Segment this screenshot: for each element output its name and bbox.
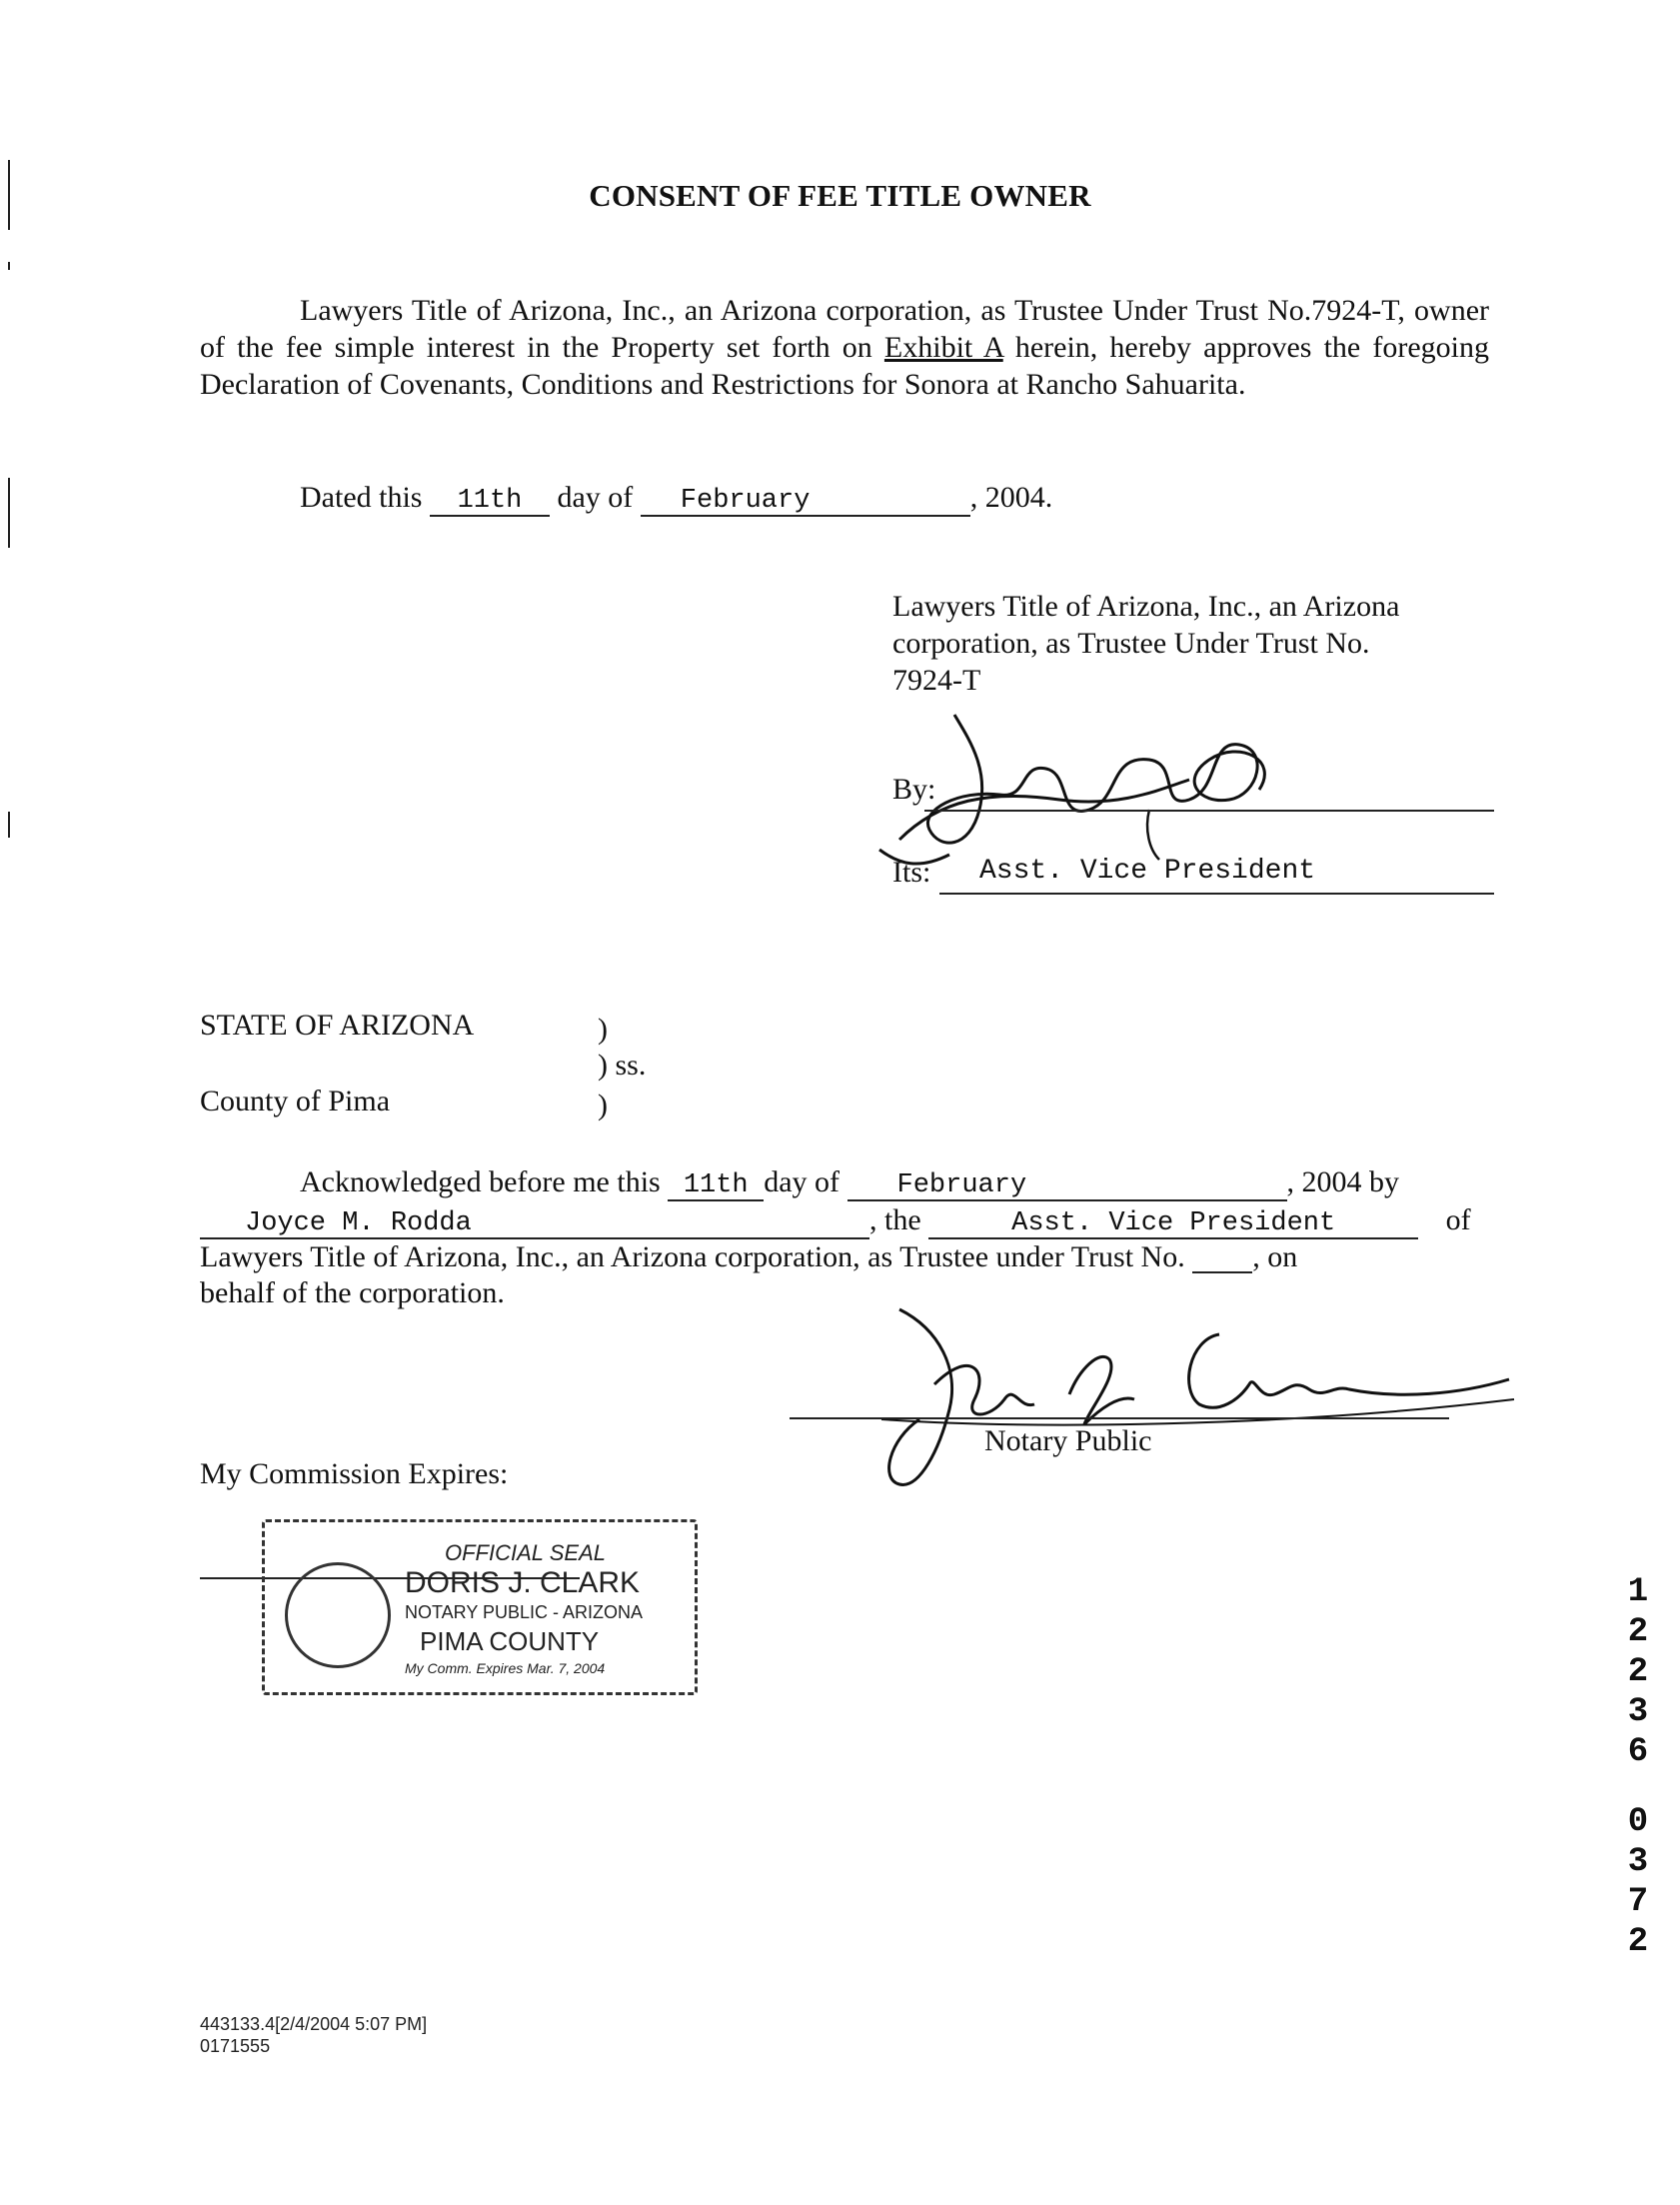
ack-line-1: [300, 1164, 1399, 1201]
scan-mark: [8, 478, 10, 548]
stamp-digit: 6: [1627, 1733, 1649, 1771]
venue-state: STATE OF ARIZONA: [200, 1009, 475, 1042]
ack-day: 11th: [668, 1171, 764, 1201]
scan-mark: [8, 812, 10, 838]
venue-paren-3: ): [598, 1089, 608, 1121]
exhibit-link: Exhibit A: [883, 331, 1003, 364]
venue-county: County of Pima: [200, 1085, 391, 1117]
dated-line: [300, 480, 1052, 517]
ack-trust-blank: [1192, 1243, 1252, 1273]
dated-month: February: [641, 487, 970, 517]
ack-month: February: [847, 1171, 1287, 1201]
body-paragraph: [200, 292, 1489, 403]
signatory-line-3: 7924-T: [892, 664, 981, 697]
ack-the: , the: [869, 1203, 921, 1236]
document-title: CONSENT OF FEE TITLE OWNER: [589, 178, 1091, 213]
seal-line-5: My Comm. Expires Mar. 7, 2004: [405, 1660, 606, 1676]
venue-paren-1: ): [598, 1013, 608, 1046]
stamp-digit: 7: [1627, 1883, 1649, 1921]
footer-line-1: 443133.4[2/4/2004 5:07 PM]: [200, 2014, 428, 2034]
signatory-block: [892, 588, 1492, 699]
ack-prefix: Acknowledged before me this: [300, 1165, 661, 1198]
ack-on: , on: [1252, 1240, 1298, 1273]
ack-of: of: [1445, 1203, 1471, 1236]
notary-signature-line: [790, 1417, 1449, 1419]
by-label: By:: [892, 773, 936, 806]
ack-line-3-text: Lawyers Title of Arizona, Inc., an Arizona corporation, as Trustee under Trust No.: [200, 1240, 1185, 1273]
recording-stamp: [1613, 1572, 1663, 1962]
stamp-digit: 3: [1627, 1693, 1649, 1731]
notary-label: Notary Public: [984, 1424, 1152, 1457]
stamp-digit: 1: [1627, 1573, 1649, 1611]
by-signature-line: [924, 810, 1494, 812]
dated-year: , 2004.: [969, 481, 1053, 514]
seal-line-2: DORIS J. CLARK: [405, 1566, 641, 1599]
body-text-1: Lawyers Title of Arizona, Inc., an Arizona corporation, as Trustee Under Trust No.7924-T, owner of the fee simple interest in the Property set forth on: [200, 294, 1489, 364]
dated-day-of: day of: [557, 481, 634, 514]
ack-title: Asst. Vice President: [928, 1209, 1418, 1239]
seal-line-1: OFFICIAL SEAL: [445, 1540, 606, 1565]
stamp-digit: 2: [1627, 1653, 1649, 1691]
seal-emblem: [285, 1562, 391, 1668]
signatory-line-1: Lawyers Title of Arizona, Inc., an Arizona: [892, 590, 1400, 623]
ack-line-2: [200, 1202, 1471, 1239]
stamp-digit: 2: [1627, 1923, 1649, 1961]
stamp-digit: 3: [1627, 1843, 1649, 1881]
commission-label: My Commission Expires:: [200, 1457, 509, 1490]
stamp-digit: 2: [1627, 1613, 1649, 1651]
dated-prefix: Dated this: [300, 481, 423, 514]
ack-day-of: day of: [764, 1165, 840, 1198]
its-label: Its:: [892, 856, 931, 889]
stamp-digit: 0: [1627, 1803, 1649, 1841]
seal-line-4: PIMA COUNTY: [420, 1626, 600, 1656]
ack-name: Joyce M. Rodda: [200, 1209, 869, 1239]
footer-line-2: 0171555: [200, 2036, 271, 2056]
document-footer: [200, 2013, 427, 2057]
seal-line-3: NOTARY PUBLIC - ARIZONA: [405, 1602, 644, 1622]
scan-mark: [8, 262, 10, 270]
its-value: Asst. Vice President: [979, 856, 1316, 887]
dated-day: 11th: [430, 487, 550, 517]
its-line: [939, 893, 1494, 895]
ack-line-4: behalf of the corporation.: [200, 1276, 505, 1309]
body-text-2: herein, hereby approves the foregoing Declaration of Covenants, Conditions and Restrictions for Sonora at Rancho Sahuarita.: [200, 331, 1490, 401]
notary-seal: [262, 1519, 698, 1695]
ack-line-3: [200, 1239, 1297, 1275]
signature-notary: [879, 1289, 1519, 1509]
venue-ss: ) ss.: [598, 1049, 647, 1082]
signatory-line-2: corporation, as Trustee Under Trust No.: [892, 627, 1370, 660]
ack-year: , 2004 by: [1286, 1165, 1400, 1198]
